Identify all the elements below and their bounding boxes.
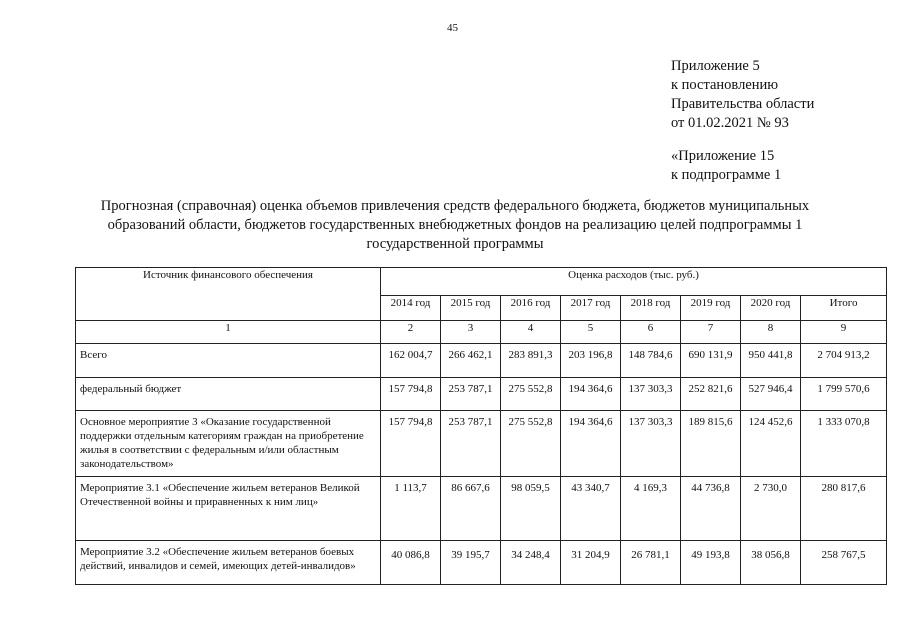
cell-value: 2 730,0 [741,477,801,541]
cell-total: 258 767,5 [801,541,887,585]
cell-value: 31 204,9 [561,541,621,585]
column-number: 8 [741,321,801,344]
row-label: федеральный бюджет [76,378,381,411]
title-line: образований области, бюджетов государственных внебюджетных фондов на реализацию целей подпрограммы 1 [107,217,803,233]
cell-value: 4 169,3 [621,477,681,541]
cell-value: 189 815,6 [681,411,741,477]
column-number: 5 [561,321,621,344]
cell-value: 950 441,8 [741,344,801,378]
cell-value: 252 821,6 [681,378,741,411]
sub-appendix-line: к подпрограмме 1 [671,167,782,183]
table-row [76,477,887,541]
year-header: 2017 год [561,296,621,321]
cell-value: 148 784,6 [621,344,681,378]
column-number: 6 [621,321,681,344]
year-header: 2015 год [441,296,501,321]
cell-value: 194 364,6 [561,411,621,477]
cell-value: 86 667,6 [441,477,501,541]
cell-value: 690 131,9 [681,344,741,378]
year-header: 2019 год [681,296,741,321]
cell-value: 124 452,6 [741,411,801,477]
cell-value: 157 794,8 [381,378,441,411]
title-line: государственной программы [366,236,544,252]
cell-total: 1 333 070,8 [801,411,887,477]
row-label: Мероприятие 3.2 «Обеспечение жильем ветеранов боевых действий, инвалидов и семей, имеющих детей-инвалидов» [76,541,381,585]
cell-value: 203 196,8 [561,344,621,378]
year-header: 2020 год [741,296,801,321]
table-row [76,378,887,411]
cell-value: 44 736,8 [681,477,741,541]
table-row [76,344,887,378]
appendix-line: от 01.02.2021 № 93 [671,115,789,131]
funding-table [75,267,887,585]
column-number: 4 [501,321,561,344]
appendix-block [671,57,814,133]
column-number: 3 [441,321,501,344]
year-header: 2014 год [381,296,441,321]
row-label: Мероприятие 3.1 «Обеспечение жильем ветеранов Великой Отечественной войны и приравненных к ним лиц» [76,477,381,541]
cell-value: 275 552,8 [501,411,561,477]
appendix-line: к постановлению [671,77,779,93]
column-number-row [76,321,887,344]
cell-value: 275 552,8 [501,378,561,411]
column-number: 9 [801,321,887,344]
total-header: Итого [801,296,887,321]
estimate-header: Оценка расходов (тыс. руб.) [381,268,887,296]
cell-value: 253 787,1 [441,411,501,477]
cell-total: 280 817,6 [801,477,887,541]
cell-value: 283 891,3 [501,344,561,378]
column-number: 7 [681,321,741,344]
cell-value: 39 195,7 [441,541,501,585]
cell-value: 40 086,8 [381,541,441,585]
table-row [76,541,887,585]
appendix-line: Приложение 5 [671,58,760,74]
year-header: 2018 год [621,296,681,321]
cell-value: 34 248,4 [501,541,561,585]
cell-value: 266 462,1 [441,344,501,378]
title-line: Прогнозная (справочная) оценка объемов привлечения средств федерального бюджета, бюджетов муниципальных [100,198,810,214]
cell-value: 162 004,7 [381,344,441,378]
cell-value: 1 113,7 [381,477,441,541]
column-number: 1 [76,321,381,344]
cell-value: 527 946,4 [741,378,801,411]
cell-value: 43 340,7 [561,477,621,541]
cell-total: 1 799 570,6 [801,378,887,411]
header-row [76,268,887,296]
cell-value: 49 193,8 [681,541,741,585]
cell-value: 137 303,3 [621,411,681,477]
table-row [76,411,887,477]
cell-value: 137 303,3 [621,378,681,411]
row-label: Основное мероприятие 3 «Оказание государственной поддержки отдельным категориям граждан на приобретение жилья в соответствии с федеральным и/или областным законодательством» [76,411,381,477]
year-header: 2016 год [501,296,561,321]
cell-value: 38 056,8 [741,541,801,585]
document-title [60,197,850,254]
cell-value: 98 059,5 [501,477,561,541]
cell-value: 157 794,8 [381,411,441,477]
cell-value: 253 787,1 [441,378,501,411]
sub-appendix-block [671,147,781,185]
sub-appendix-line: «Приложение 15 [671,148,775,164]
cell-value: 26 781,1 [621,541,681,585]
column-number: 2 [381,321,441,344]
page-number: 45 [447,22,458,34]
row-label: Всего [76,344,381,378]
source-header: Источник финансового обеспечения [76,268,381,321]
cell-total: 2 704 913,2 [801,344,887,378]
cell-value: 194 364,6 [561,378,621,411]
appendix-line: Правительства области [671,96,815,112]
